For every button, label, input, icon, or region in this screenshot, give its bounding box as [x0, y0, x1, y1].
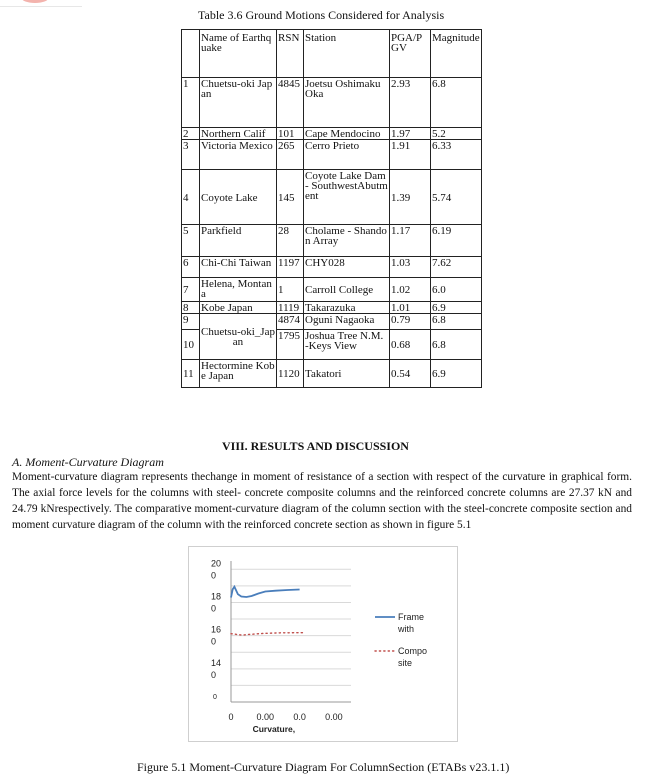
- cell-pga-pgv: 0.68: [390, 330, 431, 360]
- cell-rsn: 1795: [277, 330, 304, 360]
- cell-no: 8: [182, 302, 200, 314]
- cell-rsn: 265: [277, 140, 304, 170]
- table-row: [182, 314, 482, 330]
- cell-name: Coyote Lake: [200, 170, 277, 225]
- cell-rsn: 28: [277, 225, 304, 257]
- body-paragraph: Moment-curvature diagram represents thechange in moment of resistance of a section with respect of the curvature in graphical form. The axial force levels for the columns with steel- concrete composite columns and the reinforced concrete columns are 27.37 kN and 24.79 kNrespectively. The comparative moment-curvature diagram of the column section with the steel-concrete composite section and moment curvature diagram of the column with the reinforced concrete section as shown in figure 5.1: [12, 471, 632, 531]
- header-name: Name of Earthquake: [200, 30, 277, 78]
- cell-magnitude: 5.74: [431, 170, 482, 225]
- cell-rsn: 4845: [277, 78, 304, 128]
- table-row: [182, 257, 482, 278]
- cell-magnitude: 6.33: [431, 140, 482, 170]
- table-row: [182, 140, 482, 170]
- cell-station: Takarazuka: [304, 302, 390, 314]
- y-tick-label: 0: [213, 694, 217, 701]
- logo-fragment: [22, 0, 48, 3]
- table-row: [182, 360, 482, 388]
- cell-station: Cape Mendocino: [304, 128, 390, 140]
- cell-pga-pgv: 0.79: [390, 314, 431, 330]
- legend-label: Frame with: [398, 612, 425, 634]
- cell-magnitude: 5.2: [431, 128, 482, 140]
- cell-name: Chi-Chi Taiwan: [200, 257, 277, 278]
- cell-magnitude: 6.9: [431, 360, 482, 388]
- cell-name: Helena, Montana: [200, 278, 277, 302]
- cell-name: Parkfield: [200, 225, 277, 257]
- y-tick-label: 14 0: [211, 657, 222, 680]
- table-row: [182, 302, 482, 314]
- cell-pga-pgv: 1.17: [390, 225, 431, 257]
- table-caption: Table 3.6 Ground Motions Considered for Analysis: [198, 8, 445, 22]
- header-pga-pgv: PGA/PGV: [390, 30, 431, 78]
- cell-station: Takatori: [304, 360, 390, 388]
- cell-pga-pgv: 1.39: [390, 170, 431, 225]
- cell-no: 3: [182, 140, 200, 170]
- cell-no: 4: [182, 170, 200, 225]
- header-no: [182, 30, 200, 78]
- cell-station: Joetsu Oshimaku Oka: [304, 78, 390, 128]
- cell-no: 7: [182, 278, 200, 302]
- cell-magnitude: 6.0: [431, 278, 482, 302]
- cell-no: 9: [182, 314, 200, 330]
- cell-name: Victoria Mexico: [200, 140, 277, 170]
- cell-no: 6: [182, 257, 200, 278]
- cell-station: Coyote Lake Dam - SouthwestAbutment: [304, 170, 390, 225]
- x-tick-label: 0.0: [293, 712, 306, 722]
- x-tick-label: 0.00: [256, 712, 275, 722]
- cell-station: Cerro Prieto: [304, 140, 390, 170]
- cell-pga-pgv: 0.54: [390, 360, 431, 388]
- y-tick-label: 20 0: [211, 558, 222, 581]
- cell-magnitude: 6.8: [431, 330, 482, 360]
- header-station: Station: [304, 30, 390, 78]
- cell-magnitude: 7.62: [431, 257, 482, 278]
- y-tick-label: 18 0: [211, 591, 222, 614]
- cell-rsn: 1197: [277, 257, 304, 278]
- cell-station: Cholame - Shandon Array: [304, 225, 390, 257]
- section-heading: VIII. RESULTS AND DISCUSSION: [222, 439, 409, 453]
- cell-rsn: 1: [277, 278, 304, 302]
- cell-rsn: 4874: [277, 314, 304, 330]
- cell-station: Joshua Tree N.M. -Keys View: [304, 330, 390, 360]
- cell-no: 11: [182, 360, 200, 388]
- x-tick-label: 0: [228, 712, 234, 722]
- cell-pga-pgv: 1.03: [390, 257, 431, 278]
- cell-pga-pgv: 1.01: [390, 302, 431, 314]
- figure-caption: Figure 5.1 Moment-Curvature Diagram For ColumnSection (ETABs v23.1.1): [137, 760, 510, 774]
- cell-pga-pgv: 1.02: [390, 278, 431, 302]
- series-line-2: [231, 633, 303, 635]
- cell-station: CHY028: [304, 257, 390, 278]
- series-line-1: [231, 587, 300, 598]
- table-row: [182, 278, 482, 302]
- top-edge-fragment: [0, 0, 82, 7]
- cell-name: Chuetsu-oki Japan: [200, 78, 277, 128]
- ground-motions-table: [181, 29, 482, 388]
- table-row: [182, 78, 482, 128]
- table-header-row: [182, 30, 482, 78]
- cell-pga-pgv: 1.91: [390, 140, 431, 170]
- cell-magnitude: 6.19: [431, 225, 482, 257]
- cell-no: 5: [182, 225, 200, 257]
- cell-rsn: 1120: [277, 360, 304, 388]
- cell-station: Oguni Nagaoka: [304, 314, 390, 330]
- cell-pga-pgv: 1.97: [390, 128, 431, 140]
- y-tick-label: 16 0: [211, 624, 222, 647]
- cell-name: Hectormine Kobe Japan: [200, 360, 277, 388]
- cell-rsn: 1119: [277, 302, 304, 314]
- cell-magnitude: 6.9: [431, 302, 482, 314]
- cell-name: Chuetsu-oki_Japan: [200, 314, 277, 360]
- x-axis-label: Curvature,: [252, 724, 296, 734]
- moment-curvature-chart: [189, 547, 457, 741]
- header-rsn: RSN: [277, 30, 304, 78]
- cell-no: 1: [182, 78, 200, 128]
- table-row: [182, 225, 482, 257]
- cell-magnitude: 6.8: [431, 78, 482, 128]
- cell-pga-pgv: 2.93: [390, 78, 431, 128]
- table-row: [182, 128, 482, 140]
- table-row: [182, 170, 482, 225]
- cell-station: Carroll College: [304, 278, 390, 302]
- cell-rsn: 101: [277, 128, 304, 140]
- header-magnitude: Magnitude: [431, 30, 482, 78]
- cell-name: Kobe Japan: [200, 302, 277, 314]
- x-tick-label: 0.00: [325, 712, 343, 722]
- cell-no: 2: [182, 128, 200, 140]
- legend-label: Compo site: [398, 646, 428, 668]
- cell-name: Northern Calif: [200, 128, 277, 140]
- figure-frame: [188, 546, 458, 742]
- cell-magnitude: 6.8: [431, 314, 482, 330]
- cell-no: 10: [182, 330, 200, 360]
- subsection-heading: A. Moment-Curvature Diagram: [12, 455, 164, 469]
- cell-rsn: 145: [277, 170, 304, 225]
